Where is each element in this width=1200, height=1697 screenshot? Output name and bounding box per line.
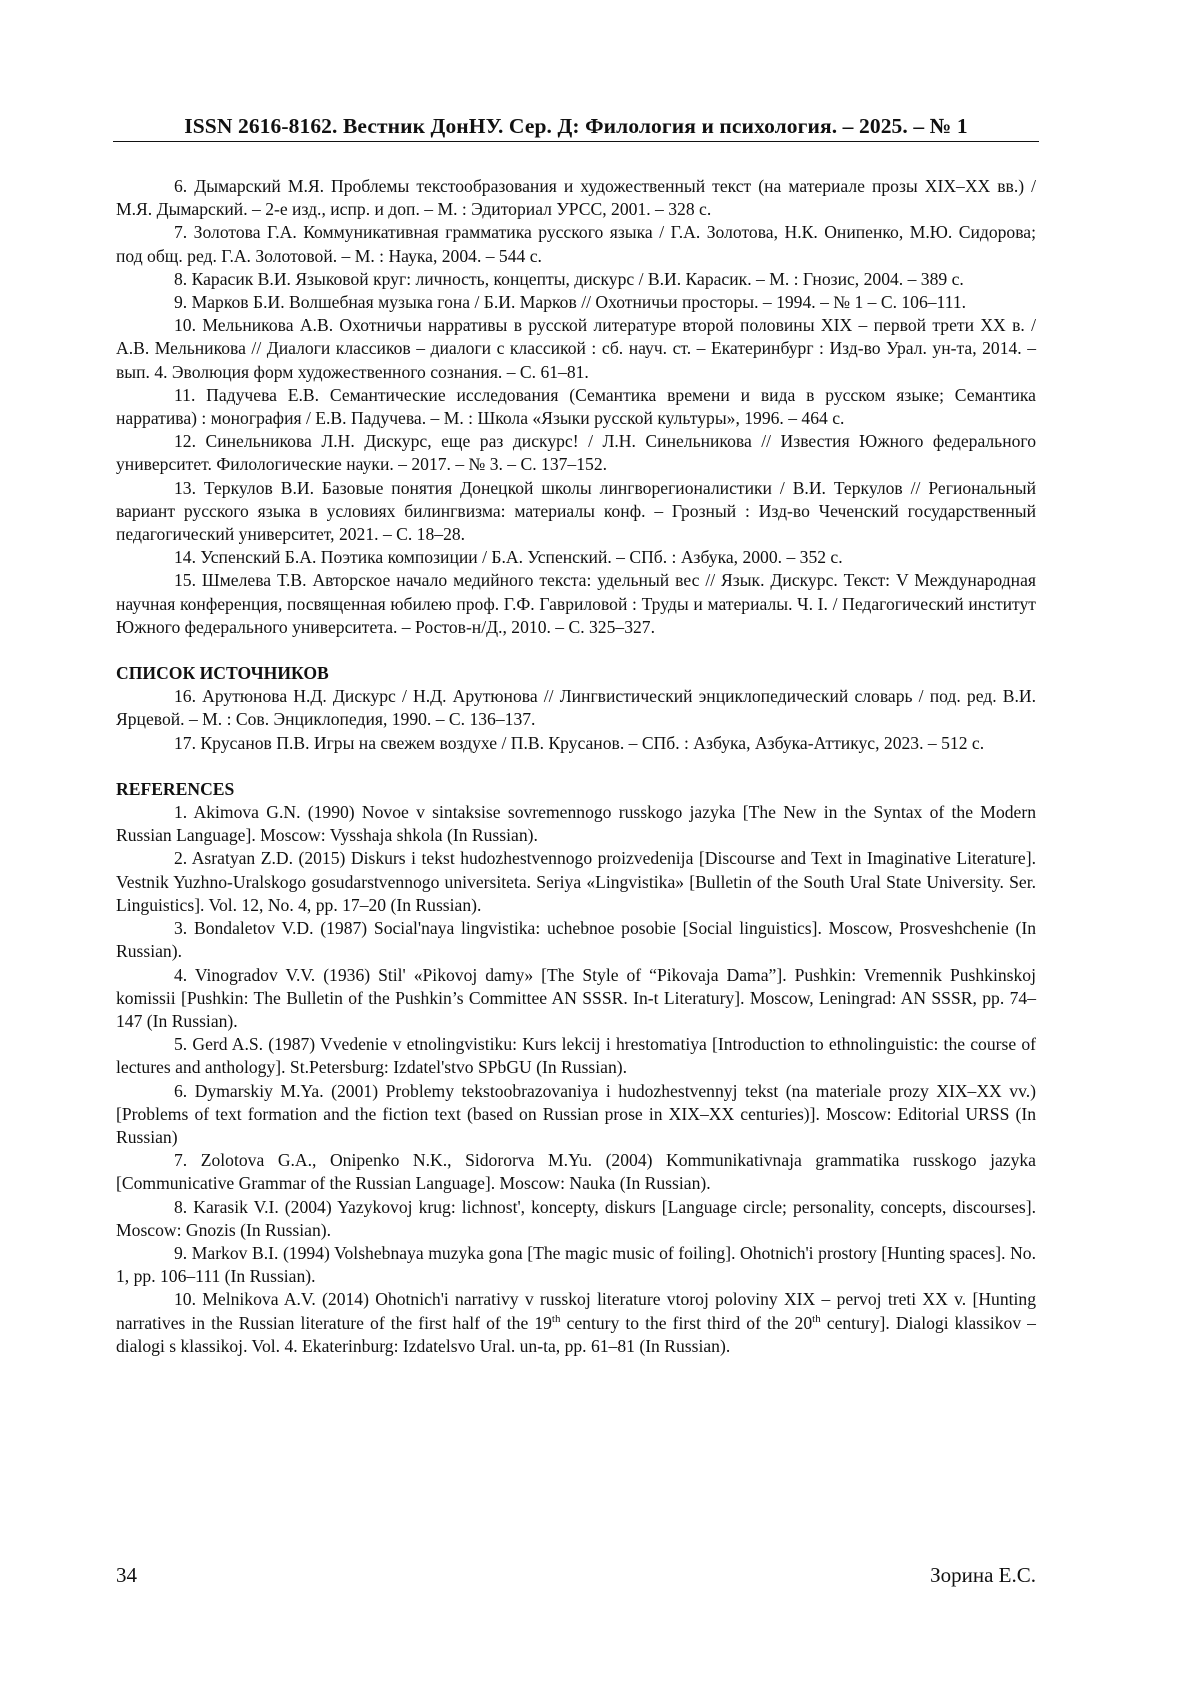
source-item: 16. Арутюнова Н.Д. Дискурс / Н.Д. Арутюнова // Лингвистический энциклопедический словарь / под. ред. В.И. Ярцевой. – М. : Сов. Энциклопедия, 1990. – С. 136–137. — [116, 686, 1036, 730]
reference-text: century]. Dialogi klassikov – dialogi s klassikoj. Vol. 4. Ekaterinburg: Izdatelsvo Ural. un-ta, pp. 61–81 (In Russian). — [116, 1312, 1036, 1356]
literature-item: 8. Карасик В.И. Языковой круг: личность, концепты, дискурс / В.И. Карасик. – М. : Гнозис, 2004. – 389 с. — [174, 268, 964, 289]
literature-item: 6. Дымарский М.Я. Проблемы текстообразования и художественный текст (на материале прозы XIX–XX вв.) / М.Я. Дымарский. – 2-е изд., испр. и доп. – М. : Эдиториал УРСС, 2001. – 328 с. — [116, 176, 1036, 220]
section-gap — [116, 755, 1036, 778]
reference-item: 2. Asratyan Z.D. (2015) Diskurs i tekst hudozhestvennogo proizvedenija [Discourse and Text in Imaginative Literature]. Vestnik Yuzhno-Uralskogo gosudarstvennogo universiteta. Seriya «Lingvistika» [Bulletin of the South Ural State University. Ser. Linguistics]. Vol. 12, No. 4, pp. 17–20 (In Russian). — [116, 848, 1036, 915]
bibliography — [116, 175, 1036, 1358]
literature-item: 10. Мельникова А.В. Охотничьи нарративы в русской литературе второй половины XIX – первой трети XX в. / А.В. Мельникова // Диалоги классиков – диалоги с классикой : сб. науч. ст. – Екатеринбург : Изд-во Урал. ун-та, 2014. – вып. 4. Эволюция форм художественного сознания. – С. 61–81. — [116, 315, 1036, 382]
section-gap — [116, 639, 1036, 662]
literature-item: 12. Синельникова Л.Н. Дискурс, еще раз дискурс! / Л.Н. Синельникова // Известия Южного федерального университет. Филологические науки. – 2017. – № 3. – С. 137–152. — [116, 431, 1036, 475]
literature-item: 13. Теркулов В.И. Базовые понятия Донецкой школы лингворегионалистики / В.И. Теркулов // Региональный вариант русского языка в условиях билингвизма: материалы конф. – Грозный : Изд-во Чеченский государственный педагогический университет, 2021. – С. 18–28. — [116, 477, 1036, 545]
reference-item: 5. Gerd A.S. (1987) Vvedenie v etnolingvistiku: Kurs lekcij i hrestomatiya [Introduction to ethnolinguistic: the course of lectures and anthology]. St.Petersburg: Izdatel'stvo SPbGU (In Russian). — [116, 1034, 1036, 1078]
reference-item: 4. Vinogradov V.V. (1936) Stil' «Pikovoj damy» [The Style of “Pikovaja Dama”]. Pushkin: Vremennik Pushkinskoj komissii [Pushkin: The Bulletin of the Pushkin’s Committee AN SSSR. In-t Literatury]. Moscow, Leningrad: AN SSSR, pp. 74–147 (In Russian). — [116, 964, 1036, 1031]
reference-item: 7. Zolotova G.A., Onipenko N.K., Sidororva M.Yu. (2004) Kommunikativnaja grammatika russkogo jazyka [Communicative Grammar of the Russian Language]. Moscow: Nauka (In Russian). — [116, 1150, 1036, 1194]
reference-item-10 — [116, 1288, 1036, 1358]
footer-author: Зорина Е.С. — [930, 1563, 1036, 1587]
literature-item: 14. Успенский Б.А. Поэтика композиции / Б.А. Успенский. – СПб. : Азбука, 2000. – 352 с. — [174, 547, 843, 568]
reference-item: 8. Karasik V.I. (2004) Yazykovoj krug: lichnost', koncepty, diskurs [Language circle; personality, concepts, discourses]. Moscow: Gnozis (In Russian). — [116, 1196, 1036, 1240]
reference-item: 6. Dymarskiy M.Ya. (2001) Problemy tekstoobrazovaniya i hudozhestvennyj tekst (na materiale prozy XIX–XX vv.) [Problems of text formation and the fiction text (based on Russian prose in XIX–XX centuries)]. Moscow: Editorial URSS (In Russian) — [116, 1080, 1036, 1147]
sources-heading: СПИСОК ИСТОЧНИКОВ — [116, 663, 329, 684]
source-item: 17. Крусанов П.В. Игры на свежем воздухе / П.В. Крусанов. – СПб. : Азбука, Азбука-Аттикус, 2023. – 512 с. — [174, 732, 985, 753]
references-heading: REFERENCES — [116, 778, 235, 799]
reference-item: 9. Markov B.I. (1994) Volshebnaya muzyka gona [The magic music of foiling]. Ohotnich'i prostory [Hunting spaces]. No. 1, pp. 106–111 (In Russian). — [116, 1242, 1036, 1287]
journal-header: ISSN 2616-8162. Вестник ДонНУ. Сер. Д: Филология и психология. – 2025. – № 1 — [113, 114, 1039, 142]
superscript: th — [812, 1312, 821, 1325]
reference-text: 10. Melnikova A.V. (2014) Ohotnich'i narrativy v russkoj literature vtoroj poloviny XIX – pervoj treti XX v. [Hunting narratives in the Russian literature of the first half of the 19 — [116, 1289, 1036, 1333]
literature-item: 11. Падучева Е.В. Семантические исследования (Семантика времени и вида в русском языке; Семантика нарратива) : монография / Е.В. Падучева. – М. : Школа «Языки русской культуры», 1996. – 464 с. — [116, 384, 1036, 429]
reference-text: century to the first third of the 20 — [560, 1312, 813, 1333]
reference-item: 3. Bondaletov V.D. (1987) Social'naya lingvistika: uchebnoe posobie [Social linguistics]. Moscow, Prosveshchenie (In Russian). — [116, 918, 1036, 962]
literature-item: 7. Золотова Г.А. Коммуникативная грамматика русского языка / Г.А. Золотова, Н.К. Онипенко, М.Ю. Сидорова; под общ. ред. Г.А. Золотовой. – М. : Наука, 2004. – 544 с. — [116, 222, 1036, 266]
reference-item: 1. Akimova G.N. (1990) Novoe v sintaksise sovremennogo russkogo jazyka [The New in the Syntax of the Modern Russian Language]. Moscow: Vysshaja shkola (In Russian). — [116, 802, 1036, 846]
literature-item: 9. Марков Б.И. Волшебная музыка гона / Б.И. Марков // Охотничьи просторы. – 1994. – № 1 – С. 106–111. — [174, 292, 967, 313]
page-number: 34 — [116, 1563, 137, 1587]
literature-item: 15. Шмелева Т.В. Авторское начало медийного текста: удельный вес // Язык. Дискурс. Текст: V Международная научная конференция, посвященная юбилею проф. Г.Ф. Гавриловой : Труды и материалы. Ч. I. / Педагогический институт Южного федерального университета. – Ростов-н/Д., 2010. – С. 325–327. — [116, 570, 1036, 637]
superscript: th — [551, 1312, 561, 1325]
